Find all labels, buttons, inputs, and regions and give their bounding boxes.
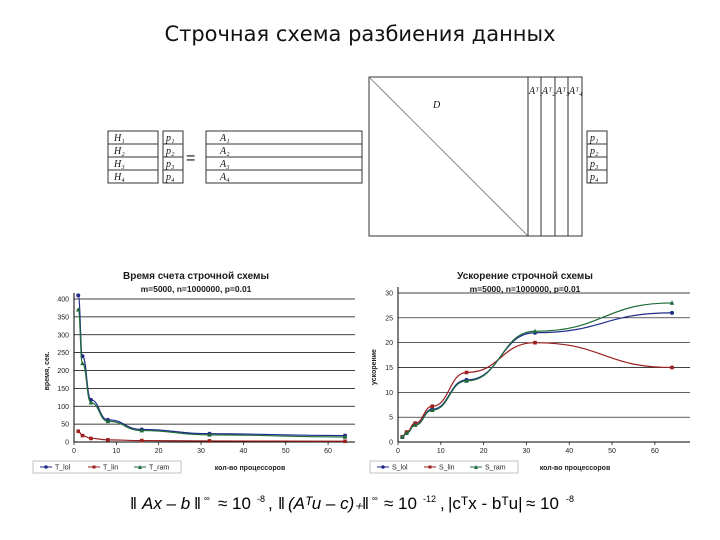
chart-title: Ускорение строчной схемы — [457, 271, 593, 282]
y-tick-label: 30 — [385, 290, 393, 298]
at-label: Aᵀ₂ — [542, 86, 556, 97]
h-label: H₁ — [114, 133, 125, 144]
chart-title: Время счета строчной схемы — [123, 271, 269, 282]
accuracy-formula — [130, 494, 590, 524]
data-point — [670, 311, 674, 315]
x-tick-label: 60 — [324, 448, 332, 455]
p-right-label: p₁ — [590, 133, 599, 144]
formula-exponent: -8 — [257, 494, 266, 504]
x-tick-label: 20 — [479, 448, 488, 455]
legend-label: S_ram — [485, 464, 506, 472]
x-tick-label: 0 — [396, 448, 400, 455]
formula-term: Ax – b — [142, 494, 191, 513]
norm-open: ‖ — [278, 494, 286, 513]
legend-label: S_lol — [392, 464, 408, 472]
x-tick-label: 40 — [239, 448, 248, 455]
x-tick-label: 30 — [197, 448, 205, 455]
h-label: H₂ — [114, 146, 125, 157]
equals-sign: = — [186, 150, 196, 167]
y-tick-label: 400 — [57, 296, 69, 304]
formula-approx: ≈ 10 — [218, 494, 251, 513]
formula-separator: , — [440, 494, 445, 513]
norm-close: ‖ — [194, 494, 202, 513]
y-tick-label: 300 — [57, 332, 69, 340]
p-label: p₃ — [166, 159, 175, 170]
y-tick-label: 5 — [389, 414, 393, 422]
a-label: A₄ — [220, 172, 230, 183]
x-tick-label: 10 — [436, 448, 445, 455]
x-tick-label: 10 — [112, 448, 121, 455]
p-label: p₂ — [166, 146, 175, 157]
y-tick-label: 20 — [385, 340, 393, 348]
y-tick-label: 200 — [57, 368, 69, 375]
h-label: H₃ — [114, 159, 125, 170]
x-axis-label: кол-во процессоров — [214, 465, 286, 472]
norm-open: ‖ — [130, 494, 138, 513]
legend — [370, 461, 518, 473]
y-axis-label: ускорение — [371, 349, 378, 385]
y-tick-label: 350 — [57, 314, 69, 322]
y-tick-label: 250 — [57, 350, 69, 358]
formula-term: (Aᵀu – c)₊ — [288, 494, 364, 513]
y-axis-label: время, сек. — [44, 351, 51, 391]
at-label: Aᵀ₃ — [556, 86, 570, 97]
d-label: D — [433, 100, 441, 111]
x-tick-label: 50 — [608, 448, 616, 455]
x-tick-label: 50 — [281, 448, 290, 455]
p-right-label: p₄ — [590, 172, 599, 183]
a-label: A₁ — [220, 133, 230, 144]
formula-exponent: -12 — [423, 494, 437, 504]
a-label: A₂ — [220, 146, 230, 157]
formula-approx: ≈ 10 — [526, 494, 559, 513]
y-tick-label: 15 — [385, 365, 393, 372]
data-point — [533, 341, 537, 345]
p-label: p₄ — [166, 172, 175, 183]
norm-close: ‖ — [362, 494, 370, 513]
formula-subscript: ∞ — [204, 494, 210, 503]
formula-separator: , — [268, 494, 273, 513]
legend-label: T_lol — [55, 464, 71, 472]
x-tick-label: 30 — [522, 448, 531, 455]
formula-term: |cᵀx - bᵀu| — [448, 494, 523, 513]
y-tick-label: 10 — [385, 389, 393, 397]
y-tick-label: 0 — [389, 439, 393, 447]
x-tick-label: 0 — [72, 448, 76, 455]
formula-approx: ≈ 10 — [384, 494, 417, 513]
p-label: p₁ — [166, 133, 175, 144]
slide-title: Строчная схема разбиения данных — [164, 22, 556, 46]
at-label: Aᵀ₄ — [569, 86, 583, 97]
x-tick-label: 60 — [650, 448, 659, 455]
legend-label: S_lin — [439, 464, 455, 472]
legend-label: T_ram — [149, 464, 170, 472]
p-right-label: p₂ — [590, 146, 599, 157]
chart-subtitle: m=5000, n=1000000, p=0.01 — [140, 284, 252, 294]
chart-subtitle: m=5000, n=1000000, p=0.01 — [469, 284, 581, 294]
y-tick-label: 150 — [57, 385, 69, 393]
formula-subscript: ∞ — [372, 494, 378, 503]
y-tick-label: 25 — [385, 315, 393, 323]
x-tick-label: 40 — [565, 448, 574, 455]
p-right-label: p₃ — [590, 159, 599, 170]
legend-label: T_lin — [103, 464, 119, 472]
x-tick-label: 20 — [154, 448, 163, 455]
data-point — [465, 371, 469, 375]
y-tick-label: 100 — [57, 403, 69, 411]
h-label: H₄ — [114, 172, 125, 183]
data-point — [430, 404, 434, 408]
a-label: A₃ — [220, 159, 230, 170]
y-tick-label: 50 — [61, 421, 69, 429]
x-axis-label: кол-во процессоров — [539, 465, 611, 472]
data-point — [670, 366, 674, 370]
y-tick-label: 0 — [65, 439, 69, 447]
at-label: Aᵀ₁ — [529, 86, 543, 97]
formula-exponent: -8 — [566, 494, 575, 504]
series-line — [402, 343, 672, 437]
